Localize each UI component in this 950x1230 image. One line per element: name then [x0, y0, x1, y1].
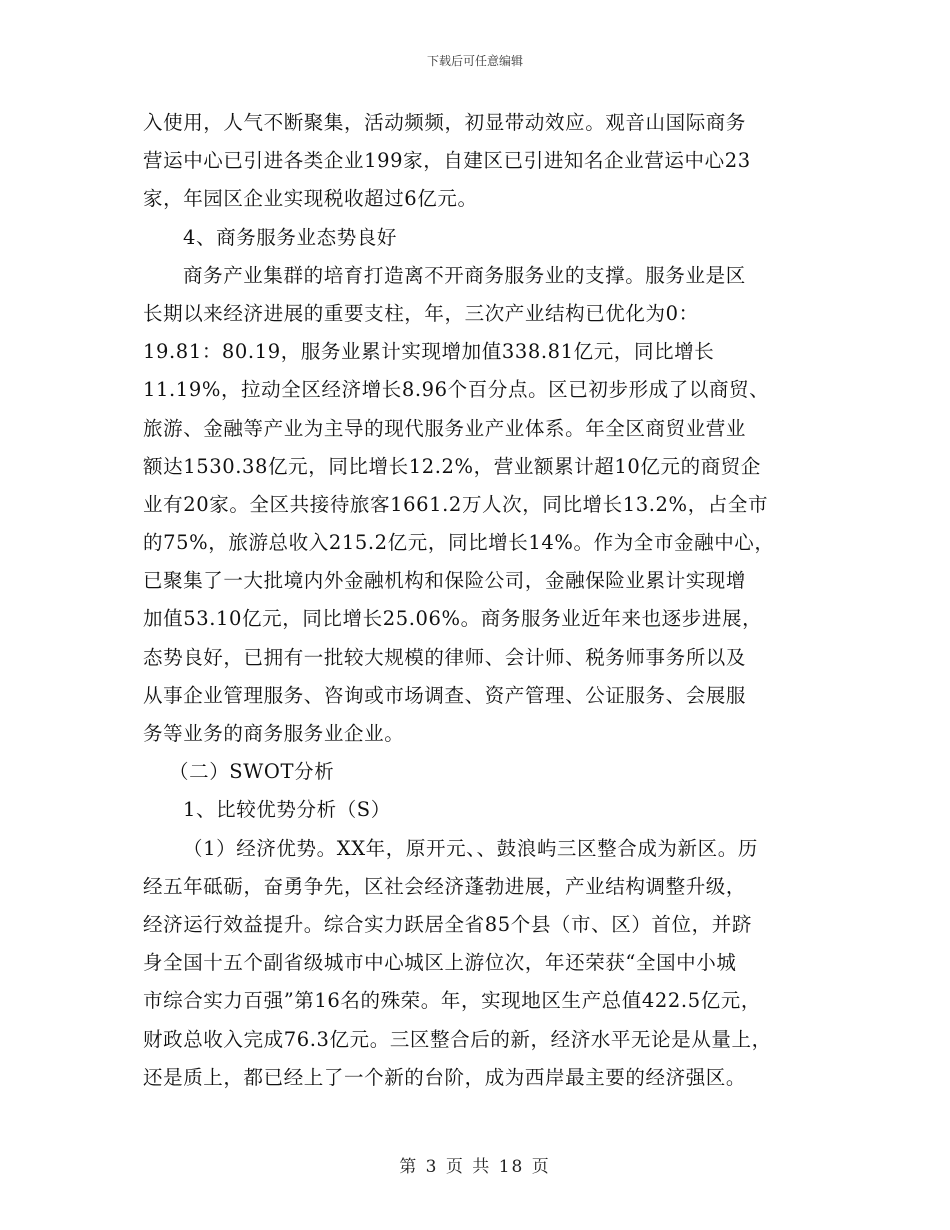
paragraph-line: 从事企业管理服务、咨询或市场调查、资产管理、公证服务、会展服 — [143, 683, 747, 707]
section-heading: 4、商务服务业态势良好 — [183, 225, 398, 249]
paragraph-line: 市综合实力百强”第16名的殊荣。年，实现地区生产总值422.5亿元， — [143, 989, 762, 1013]
paragraph-line: 态势良好，已拥有一批较大规模的律师、会计师、税务师事务所以及 — [143, 645, 747, 669]
paragraph-line: 入使用，人气不断聚集，活动频频，初显带动效应。观音山国际商务 — [143, 111, 747, 134]
paragraph-line: 财政总收入完成76.3亿元。三区整合后的新，经济水平无论是从量上， — [143, 1027, 772, 1051]
paragraph-line: 商务产业集群的培育打造离不开商务服务业的支撑。服务业是区 — [183, 263, 746, 287]
paragraph-line: 19.81：80.19，服务业累计实现增加值338.81亿元，同比增长 — [143, 340, 715, 364]
document-body — [143, 104, 823, 1097]
paragraph-line: 已聚集了一大批境内外金融机构和保险公司，金融保险业累计实现增 — [143, 569, 747, 593]
paragraph-line: 家，年园区企业实现税收超过6亿元。 — [143, 187, 478, 211]
paragraph-line: 经济运行效益提升。综合实力跃居全省85个县（市、区）首位，并跻 — [143, 912, 752, 936]
paragraph-line: 营运中心已引进各类企业199家，自建区已引进知名企业营运中心23 — [143, 149, 751, 173]
paragraph-line: 身全国十五个副省级城市中心城区上游位次，年还荣获“全国中小城 — [143, 951, 737, 975]
paragraph-line: 经五年砥砺，奋勇争先，区社会经济蓬勃进展，产业结构调整升级， — [143, 874, 747, 898]
paragraph-line: 还是质上，都已经上了一个新的台阶，成为西岸最主要的经济强区。 — [143, 1065, 747, 1089]
paragraph-line: 旅游、金融等产业为主导的现代服务业产业体系。年全区商贸业营业 — [143, 416, 747, 440]
section-heading: 1、比较优势分析（S） — [183, 798, 391, 822]
paragraph-line: 11.19%，拉动全区经济增长8.96个百分点。区已初步形成了以商贸、 — [143, 378, 770, 402]
page-header-note: 下载后可任意编辑 — [426, 54, 523, 68]
paragraph-line: 长期以来经济进展的重要支柱，年，三次产业结构已优化为0： — [143, 301, 699, 325]
paragraph-line: （1）经济优势。XX年，原开元、、鼓浪屿三区整合成为新区。历 — [183, 836, 758, 860]
paragraph-line: 额达1530.38亿元，同比增长12.2%，营业额累计超10亿元的商贸企 — [143, 454, 761, 478]
page-number: 第 3 页 共 18 页 — [399, 1157, 551, 1177]
section-heading: （二）SWOT分析 — [169, 760, 335, 784]
paragraph-line: 业有20家。全区共接待旅客1661.2万人次，同比增长13.2%，占全市 — [143, 492, 769, 516]
paragraph-line: 的75%，旅游总收入215.2亿元，同比增长14%。作为全市金融中心， — [143, 531, 775, 555]
paragraph-line: 加值53.10亿元，同比增长25.06%。商务服务业近年来也逐步进展， — [143, 607, 763, 631]
paragraph-line: 务等业务的商务服务业企业。 — [143, 722, 405, 745]
